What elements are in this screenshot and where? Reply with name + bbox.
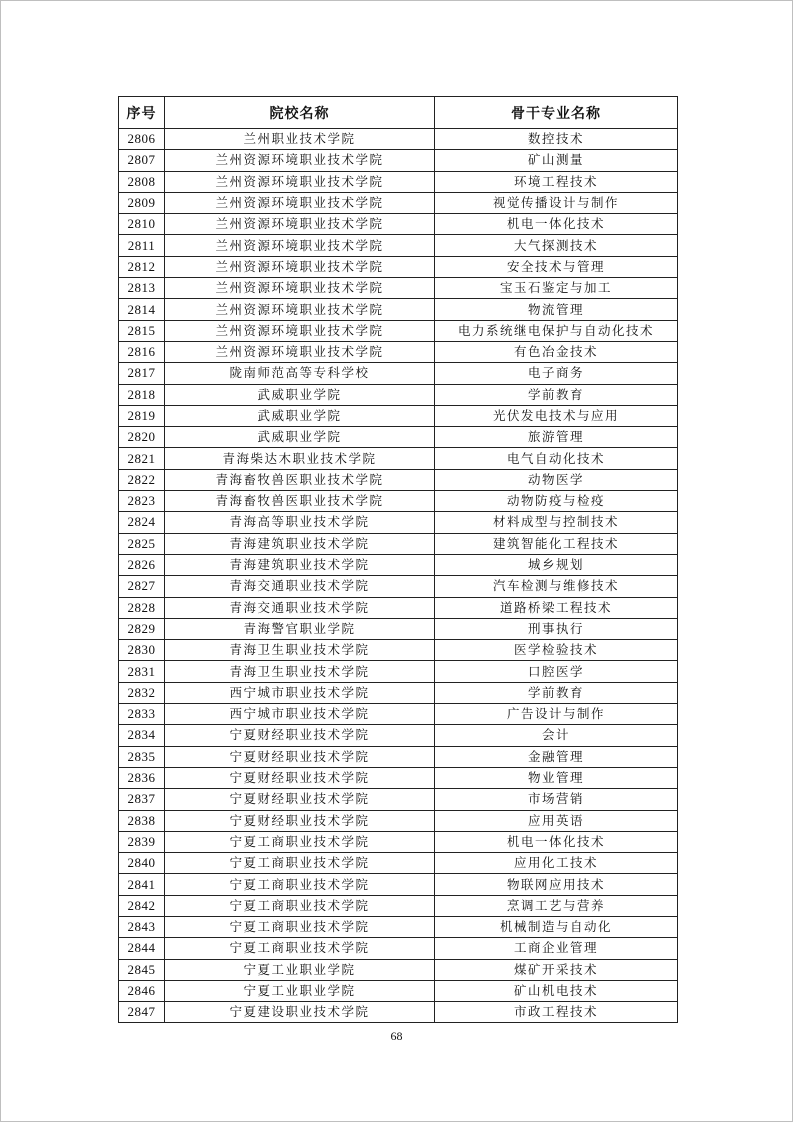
school-name-cell: 兰州资源环境职业技术学院 [165, 192, 435, 213]
table-row [119, 576, 678, 597]
major-name-cell: 金融管理 [435, 746, 678, 767]
serial-number-cell: 2827 [119, 576, 165, 597]
major-name-cell: 材料成型与控制技术 [435, 512, 678, 533]
school-name-cell: 兰州资源环境职业技术学院 [165, 235, 435, 256]
serial-number-cell: 2811 [119, 235, 165, 256]
serial-number-cell: 2838 [119, 810, 165, 831]
table-row [119, 533, 678, 554]
school-name-cell: 宁夏财经职业技术学院 [165, 810, 435, 831]
table-row [119, 938, 678, 959]
school-name-cell: 宁夏工商职业技术学院 [165, 938, 435, 959]
serial-number-cell: 2836 [119, 767, 165, 788]
serial-number-cell: 2807 [119, 150, 165, 171]
table-row [119, 469, 678, 490]
table-row [119, 427, 678, 448]
school-name-cell: 宁夏工商职业技术学院 [165, 853, 435, 874]
school-name-cell: 武威职业学院 [165, 384, 435, 405]
serial-number-cell: 2825 [119, 533, 165, 554]
table-row [119, 980, 678, 1001]
major-name-cell: 煤矿开采技术 [435, 959, 678, 980]
school-name-cell: 宁夏工商职业技术学院 [165, 831, 435, 852]
major-name-cell: 道路桥梁工程技术 [435, 597, 678, 618]
school-name-cell: 宁夏工商职业技术学院 [165, 895, 435, 916]
school-name-cell: 兰州资源环境职业技术学院 [165, 150, 435, 171]
table-row [119, 853, 678, 874]
major-name-cell: 物联网应用技术 [435, 874, 678, 895]
major-name-cell: 电子商务 [435, 363, 678, 384]
table-row [119, 192, 678, 213]
school-name-cell: 西宁城市职业技术学院 [165, 682, 435, 703]
serial-number-cell: 2829 [119, 618, 165, 639]
major-name-cell: 医学检验技术 [435, 640, 678, 661]
major-name-cell: 汽车检测与维修技术 [435, 576, 678, 597]
key-majors-table [118, 96, 678, 1023]
school-name-cell: 兰州资源环境职业技术学院 [165, 278, 435, 299]
school-name-cell: 青海畜牧兽医职业技术学院 [165, 469, 435, 490]
table-body [119, 129, 678, 1023]
serial-number-cell: 2839 [119, 831, 165, 852]
major-name-cell: 口腔医学 [435, 661, 678, 682]
major-name-cell: 电力系统继电保护与自动化技术 [435, 320, 678, 341]
school-name-cell: 宁夏财经职业技术学院 [165, 725, 435, 746]
serial-number-cell: 2809 [119, 192, 165, 213]
major-name-cell: 动物防疫与检疫 [435, 491, 678, 512]
school-name-cell: 宁夏工商职业技术学院 [165, 916, 435, 937]
serial-number-cell: 2833 [119, 704, 165, 725]
serial-number-cell: 2822 [119, 469, 165, 490]
table-row [119, 1002, 678, 1023]
serial-number-cell: 2819 [119, 405, 165, 426]
school-name-cell: 宁夏财经职业技术学院 [165, 789, 435, 810]
table-row [119, 895, 678, 916]
major-name-cell: 环境工程技术 [435, 171, 678, 192]
serial-number-cell: 2810 [119, 214, 165, 235]
serial-number-cell: 2816 [119, 341, 165, 362]
header-row [119, 97, 678, 129]
serial-number-cell: 2813 [119, 278, 165, 299]
serial-number-cell: 2847 [119, 1002, 165, 1023]
school-name-cell: 宁夏建设职业技术学院 [165, 1002, 435, 1023]
table-row [119, 214, 678, 235]
table-row [119, 341, 678, 362]
serial-number-cell: 2845 [119, 959, 165, 980]
major-name-cell: 机电一体化技术 [435, 831, 678, 852]
major-name-cell: 物流管理 [435, 299, 678, 320]
major-name-cell: 机械制造与自动化 [435, 916, 678, 937]
school-name-cell: 武威职业学院 [165, 427, 435, 448]
table-row [119, 874, 678, 895]
table-row [119, 235, 678, 256]
table-row [119, 661, 678, 682]
table-row [119, 789, 678, 810]
school-name-cell: 青海卫生职业技术学院 [165, 640, 435, 661]
table-row [119, 129, 678, 150]
serial-number-cell: 2831 [119, 661, 165, 682]
major-name-cell: 建筑智能化工程技术 [435, 533, 678, 554]
table-row [119, 704, 678, 725]
school-name-cell: 青海卫生职业技术学院 [165, 661, 435, 682]
serial-number-cell: 2812 [119, 256, 165, 277]
table-row [119, 256, 678, 277]
serial-number-cell: 2814 [119, 299, 165, 320]
serial-number-cell: 2824 [119, 512, 165, 533]
table-row [119, 299, 678, 320]
table-row [119, 746, 678, 767]
major-name-cell: 数控技术 [435, 129, 678, 150]
major-name-cell: 市政工程技术 [435, 1002, 678, 1023]
school-name-cell: 兰州资源环境职业技术学院 [165, 320, 435, 341]
major-name-cell: 矿山测量 [435, 150, 678, 171]
school-name-cell: 武威职业学院 [165, 405, 435, 426]
serial-number-cell: 2832 [119, 682, 165, 703]
table-row [119, 959, 678, 980]
serial-number-cell: 2841 [119, 874, 165, 895]
school-name-cell: 宁夏工业职业学院 [165, 959, 435, 980]
school-name-cell: 青海交通职业技术学院 [165, 597, 435, 618]
serial-number-cell: 2826 [119, 554, 165, 575]
table-row [119, 831, 678, 852]
major-name-cell: 会计 [435, 725, 678, 746]
major-name-cell: 视觉传播设计与制作 [435, 192, 678, 213]
school-name-cell: 兰州职业技术学院 [165, 129, 435, 150]
serial-number-cell: 2808 [119, 171, 165, 192]
table-header [119, 97, 678, 129]
serial-number-cell: 2840 [119, 853, 165, 874]
major-name-cell: 大气探测技术 [435, 235, 678, 256]
school-name-cell: 兰州资源环境职业技术学院 [165, 171, 435, 192]
major-name-cell: 学前教育 [435, 682, 678, 703]
major-name-cell: 有色冶金技术 [435, 341, 678, 362]
school-name-cell: 兰州资源环境职业技术学院 [165, 256, 435, 277]
serial-number-cell: 2820 [119, 427, 165, 448]
school-name-cell: 宁夏工业职业学院 [165, 980, 435, 1001]
table-row [119, 278, 678, 299]
serial-number-cell: 2842 [119, 895, 165, 916]
serial-number-cell: 2846 [119, 980, 165, 1001]
major-name-cell: 广告设计与制作 [435, 704, 678, 725]
major-name-cell: 应用英语 [435, 810, 678, 831]
major-name-cell: 应用化工技术 [435, 853, 678, 874]
major-name-cell: 矿山机电技术 [435, 980, 678, 1001]
major-name-cell: 城乡规划 [435, 554, 678, 575]
serial-number-cell: 2806 [119, 129, 165, 150]
school-name-cell: 青海建筑职业技术学院 [165, 554, 435, 575]
table-row [119, 810, 678, 831]
school-name-cell: 青海柴达木职业技术学院 [165, 448, 435, 469]
major-name-cell: 安全技术与管理 [435, 256, 678, 277]
school-name-cell: 兰州资源环境职业技术学院 [165, 299, 435, 320]
school-name-cell: 青海交通职业技术学院 [165, 576, 435, 597]
table-row [119, 384, 678, 405]
table-row [119, 363, 678, 384]
serial-number-cell: 2844 [119, 938, 165, 959]
table-row [119, 448, 678, 469]
school-name-cell: 宁夏财经职业技术学院 [165, 746, 435, 767]
header-serial-number: 序号 [119, 97, 165, 129]
school-name-cell: 兰州资源环境职业技术学院 [165, 341, 435, 362]
major-name-cell: 光伏发电技术与应用 [435, 405, 678, 426]
table-row [119, 618, 678, 639]
school-name-cell: 陇南师范高等专科学校 [165, 363, 435, 384]
table-row [119, 405, 678, 426]
serial-number-cell: 2843 [119, 916, 165, 937]
serial-number-cell: 2823 [119, 491, 165, 512]
major-name-cell: 宝玉石鉴定与加工 [435, 278, 678, 299]
serial-number-cell: 2818 [119, 384, 165, 405]
table-row [119, 320, 678, 341]
serial-number-cell: 2828 [119, 597, 165, 618]
serial-number-cell: 2837 [119, 789, 165, 810]
table-row [119, 597, 678, 618]
major-name-cell: 烹调工艺与营养 [435, 895, 678, 916]
table-row [119, 640, 678, 661]
school-name-cell: 宁夏工商职业技术学院 [165, 874, 435, 895]
table-row [119, 767, 678, 788]
table-row [119, 725, 678, 746]
serial-number-cell: 2835 [119, 746, 165, 767]
major-name-cell: 物业管理 [435, 767, 678, 788]
header-major-name: 骨干专业名称 [435, 97, 678, 129]
serial-number-cell: 2830 [119, 640, 165, 661]
serial-number-cell: 2817 [119, 363, 165, 384]
table-row [119, 682, 678, 703]
major-name-cell: 市场营销 [435, 789, 678, 810]
table-row [119, 171, 678, 192]
serial-number-cell: 2834 [119, 725, 165, 746]
major-name-cell: 旅游管理 [435, 427, 678, 448]
table-row [119, 554, 678, 575]
table-row [119, 491, 678, 512]
header-school-name: 院校名称 [165, 97, 435, 129]
school-name-cell: 宁夏财经职业技术学院 [165, 767, 435, 788]
table-row [119, 916, 678, 937]
school-name-cell: 青海警官职业学院 [165, 618, 435, 639]
serial-number-cell: 2815 [119, 320, 165, 341]
page-number: 68 [390, 1029, 403, 1043]
major-name-cell: 学前教育 [435, 384, 678, 405]
serial-number-cell: 2821 [119, 448, 165, 469]
table-row [119, 150, 678, 171]
table-row [119, 512, 678, 533]
school-name-cell: 兰州资源环境职业技术学院 [165, 214, 435, 235]
school-name-cell: 青海高等职业技术学院 [165, 512, 435, 533]
major-name-cell: 工商企业管理 [435, 938, 678, 959]
major-name-cell: 机电一体化技术 [435, 214, 678, 235]
school-name-cell: 青海畜牧兽医职业技术学院 [165, 491, 435, 512]
major-name-cell: 刑事执行 [435, 618, 678, 639]
major-name-cell: 电气自动化技术 [435, 448, 678, 469]
school-name-cell: 西宁城市职业技术学院 [165, 704, 435, 725]
school-name-cell: 青海建筑职业技术学院 [165, 533, 435, 554]
major-name-cell: 动物医学 [435, 469, 678, 490]
